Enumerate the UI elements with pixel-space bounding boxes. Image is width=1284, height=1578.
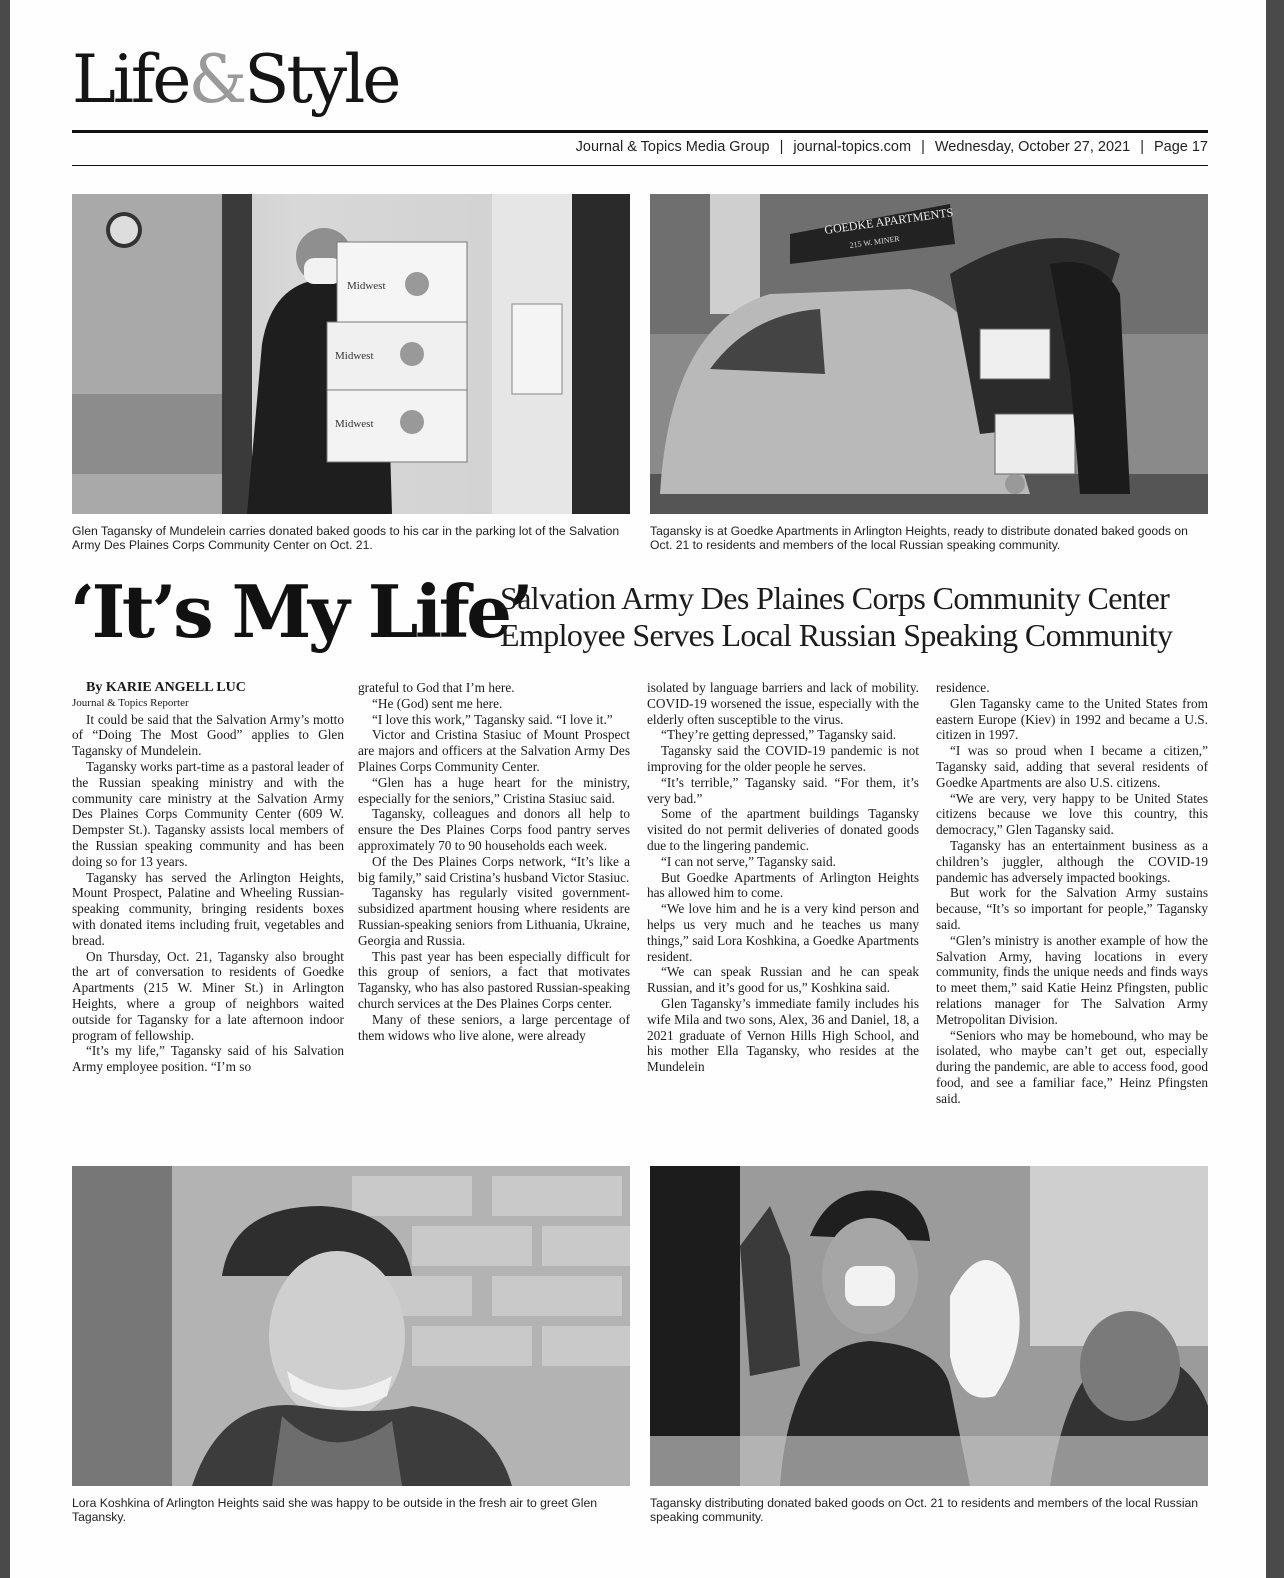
paragraph: Victor and Cristina Stasiuc of Mount Prospect are majors and officers at the Salvation Army Des Plaines Corps Community Center. bbox=[358, 727, 630, 774]
dateline: Journal & Topics Media Group | journal-topics.com | Wednesday, October 27, 2021 | Page 17 bbox=[575, 139, 1208, 155]
paragraph: Tagansky has served the Arlington Heights, Mount Prospect, Palatine and Wheeling Russian-speaking community, bringing residents boxes with donated items including fruit, vegetables and bread. bbox=[72, 869, 344, 948]
paragraph: Of the Des Plaines Corps network, “It’s like a big family,” said Cristina’s husband Victor Stasiuc. bbox=[358, 853, 630, 885]
paragraph: Tagansky works part-time as a pastoral leader of the Russian speaking ministry and with the community care ministry at the Salvation Army Des Plaines Corps Community Center (609 W. Dempster St.). Tagansky assists local members of the Russian speaking community and has been doing so for 13 years. bbox=[72, 758, 344, 869]
paragraph: “Seniors who may be homebound, who may be isolated, who maybe can’t get out, especially during the pandemic, are able to access food, good food, and see a familiar face,” Heinz Pfingsten said. bbox=[936, 1027, 1208, 1106]
deck-line-2: Employee Serves Local Russian Speaking Community bbox=[500, 617, 1173, 653]
paragraph: On Thursday, Oct. 21, Tagansky also brought the art of conversation to residents of Goedke Apartments (215 W. Miner St.) in Arlington Heights, where a group of neighbors waited outside for Tagansky for a late afternoon indoor program of fellowship. bbox=[72, 948, 344, 1043]
paragraph: “Glen’s ministry is another example of how the Salvation Army, having locations in every community, finds the unique needs and finds ways to meet them,” said Katie Heinz Pfingsten, public relations manager for The Salvation Army Metropolitan Division. bbox=[936, 932, 1208, 1027]
paragraph: Glen Tagansky came to the United States from eastern Europe (Kiev) in 1992 and became a U.S. citizen in 1997. bbox=[936, 695, 1208, 743]
masthead-style: Style bbox=[244, 41, 399, 118]
article-deck bbox=[500, 580, 1220, 654]
photo-man-carrying-boxes bbox=[72, 194, 630, 514]
caption-top-right: Tagansky is at Goedke Apartments in Arlington Heights, ready to distribute donated baked goods on Oct. 21 to residents and members of the local Russian speaking community. bbox=[650, 524, 1188, 552]
paragraph: “We love him and he is a very kind person and helps us very much and he teaches us many things,” said Lora Koshkina, a Goedke Apartments resident. bbox=[647, 901, 919, 964]
paragraph: “It’s terrible,” Tagansky said. “For them, it’s very bad.” bbox=[647, 774, 919, 806]
article-column-1 bbox=[72, 680, 344, 1075]
article-column-4 bbox=[936, 680, 1208, 1107]
paragraph: “Glen has a huge heart for the ministry, especially for the seniors,” Cristina Stasiuc said. bbox=[358, 774, 630, 806]
masthead-life: Life bbox=[72, 41, 189, 118]
deck-line-1: Salvation Army Des Plaines Corps Community Center bbox=[500, 580, 1170, 616]
website-url: journal-topics.com bbox=[793, 139, 912, 155]
publisher-name: Journal & Topics Media Group bbox=[575, 139, 770, 155]
paragraph: Some of the apartment buildings Tagansky visited do not permit deliveries of donated goods due to the lingering pandemic. bbox=[647, 806, 919, 853]
header-rule-top bbox=[72, 130, 1208, 133]
byline-role: Journal & Topics Reporter bbox=[72, 696, 189, 709]
newspaper-page bbox=[10, 0, 1266, 1578]
article-column-2 bbox=[358, 680, 630, 1043]
section-masthead bbox=[72, 40, 398, 120]
header-rule-bottom bbox=[72, 165, 1208, 166]
paragraph: But work for the Salvation Army sustains because, “It’s so important for people,” Tagansky said. bbox=[936, 885, 1208, 932]
caption-top-left: Glen Tagansky of Mundelein carries donated baked goods to his car in the parking lot of the Salvation Army Des Plaines Corps Community Center on Oct. 21. bbox=[72, 524, 620, 552]
article-column-3 bbox=[647, 680, 919, 1075]
paragraph: Tagansky has regularly visited government-subsidized apartment housing where residents are Russian-speaking seniors from Lithuania, Ukraine, Georgia and Russia. bbox=[358, 885, 630, 948]
page-number: Page 17 bbox=[1153, 139, 1208, 155]
svg-text:GOEDKE APARTMENTS: GOEDKE APARTMENTS bbox=[823, 205, 955, 237]
masthead-ampersand: & bbox=[188, 41, 245, 118]
paragraph: Glen Tagansky’s immediate family includes his wife Mila and two sons, Alex, 36 and Daniel, 18, a 2021 graduate of Vernon Hills High School, and his mother Ella Tagansky, who resides at the Mundelein bbox=[647, 995, 919, 1075]
paragraph: “We are very, very happy to be United States citizens because we love this country, this democracy,” Glen Tagansky said. bbox=[936, 790, 1208, 838]
photo-lora-koshkina bbox=[72, 1166, 630, 1486]
issue-date: Wednesday, October 27, 2021 bbox=[934, 139, 1131, 155]
paragraph: “He (God) sent me here. bbox=[372, 695, 503, 711]
photo-car-goedke-apartments bbox=[650, 194, 1208, 514]
paragraph: Tagansky said the COVID-19 pandemic is not improving for the older people he serves. bbox=[647, 743, 919, 774]
paragraph-continued: grateful to God that I’m here. bbox=[358, 680, 515, 695]
paragraph: This past year has been especially difficult for this group of seniors, a fact that motivates Tagansky, who has also pastored Russian-speaking church services at the Des Plaines Corps center. bbox=[358, 948, 630, 1011]
paragraph: It could be said that the Salvation Army’s motto of “Doing The Most Good” applies to Glen Tagansky of Mundelein. bbox=[72, 711, 344, 759]
caption-bottom-right: Tagansky distributing donated baked goods on Oct. 21 to residents and members of the local Russian speaking community. bbox=[650, 1496, 1199, 1524]
article-headline: ‘It’s My Life’ bbox=[70, 569, 531, 654]
paragraph: Tagansky has an entertainment business as a children’s juggler, although the COVID-19 pandemic has adversely impacted bookings. bbox=[936, 837, 1208, 885]
photo-distributing-goods bbox=[650, 1166, 1208, 1486]
svg-text:Midwest: Midwest bbox=[335, 350, 374, 362]
paragraph: Tagansky, colleagues and donors all help to ensure the Des Plaines Corps food pantry serves approximately 70 to 90 households each week. bbox=[358, 806, 630, 853]
caption-bottom-left: Lora Koshkina of Arlington Heights said she was happy to be outside in the fresh air to greet Glen Tagansky. bbox=[72, 1496, 598, 1524]
paragraph: “We can speak Russian and he can speak Russian, and it’s good for us,” Koshkina said. bbox=[647, 964, 919, 996]
svg-text:Midwest: Midwest bbox=[347, 280, 386, 292]
svg-text:215 W. MINER: 215 W. MINER bbox=[849, 234, 901, 250]
paragraph: “I can not serve,” Tagansky said. bbox=[661, 853, 836, 869]
paragraph-continued: residence. bbox=[936, 680, 990, 695]
paragraph: “I love this work,” Tagansky said. “I love it.” bbox=[372, 711, 613, 727]
paragraph: “They’re getting depressed,” Tagansky said. bbox=[661, 727, 897, 743]
byline: By KARIE ANGELL LUC bbox=[86, 680, 246, 695]
paragraph: Many of these seniors, a large percentage of them widows who live alone, were already bbox=[358, 1011, 630, 1043]
paragraph-continued: isolated by language barriers and lack of mobility. COVID-19 worsened the issue, especially with the elderly often susceptible to the virus. bbox=[647, 680, 919, 727]
paragraph: But Goedke Apartments of Arlington Heights has allowed him to come. bbox=[647, 869, 919, 901]
paragraph: “It’s my life,” Tagansky said of his Salvation Army employee position. “I’m so bbox=[72, 1043, 344, 1075]
paragraph: “I was so proud when I became a citizen,” Tagansky said, adding that several residents of Goedke Apartments are also U.S. citizens. bbox=[936, 743, 1208, 790]
svg-text:Midwest: Midwest bbox=[335, 418, 374, 430]
